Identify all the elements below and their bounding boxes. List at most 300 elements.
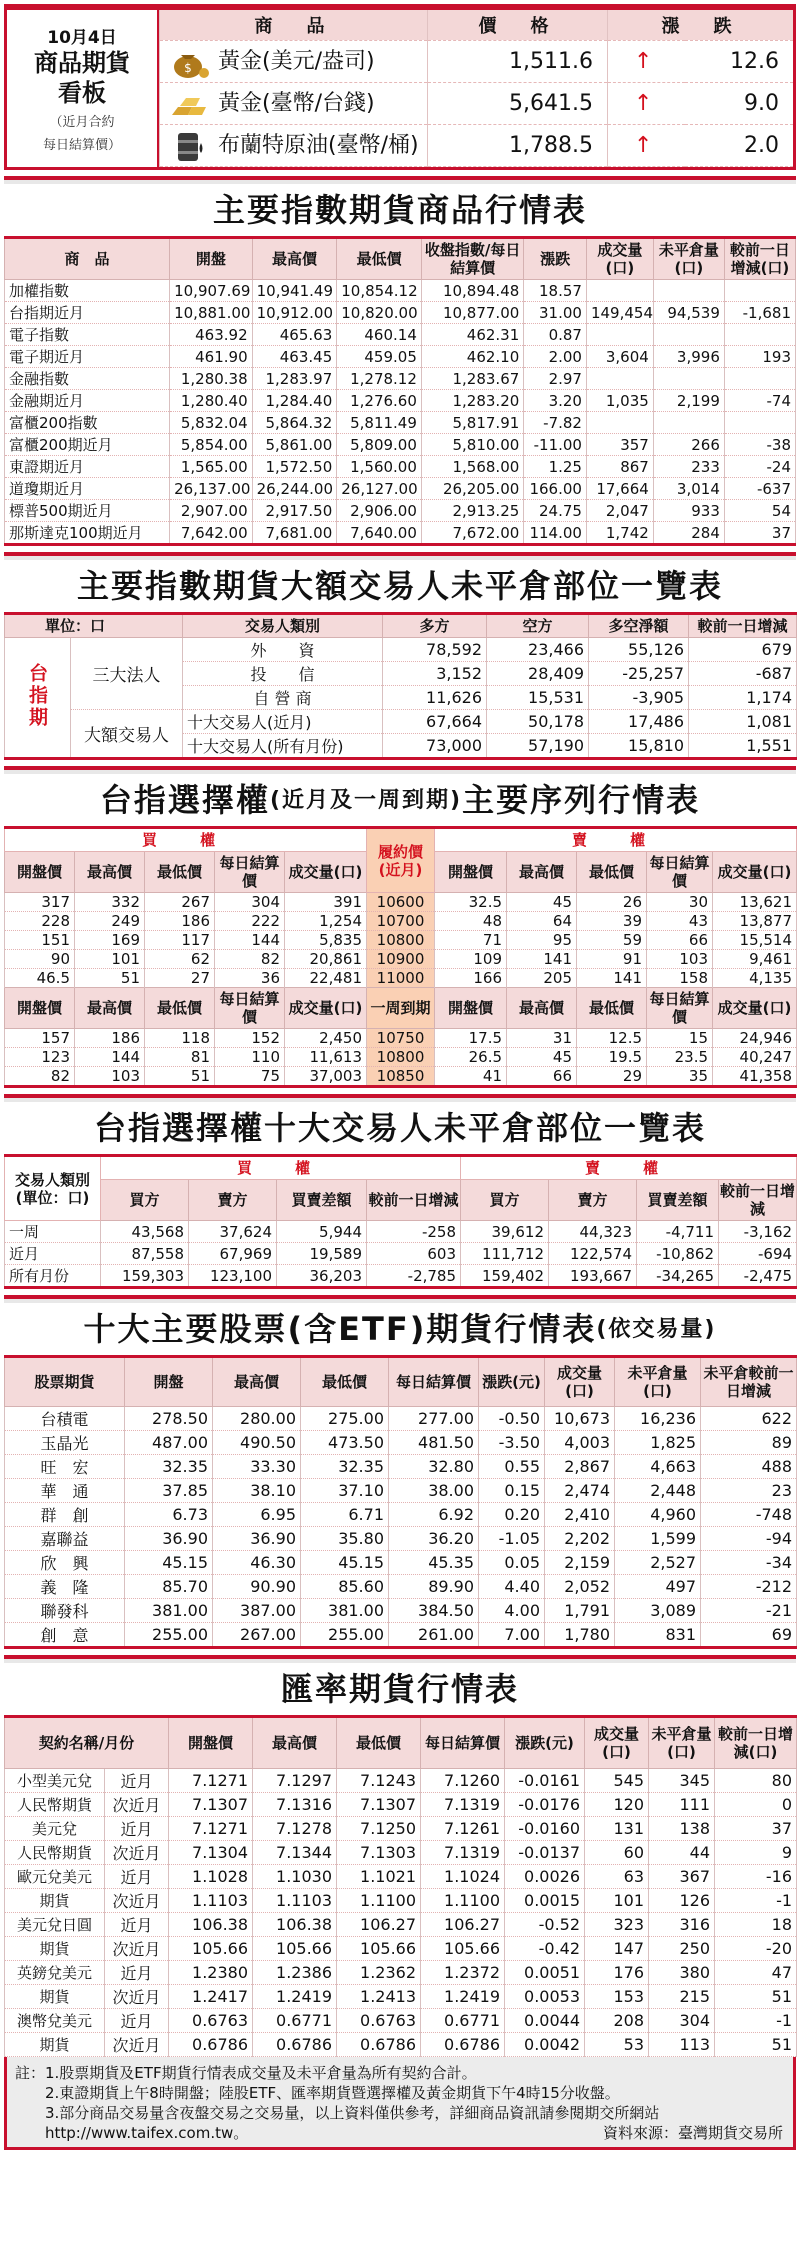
cell: 0.0051 [505,1961,585,1985]
cell: 2,052 [545,1575,615,1599]
cell: 1.2417 [169,1985,253,2009]
call-label: 買 權 [101,1156,461,1180]
cell: -3,162 [719,1221,797,1243]
cell: 87,558 [101,1243,189,1265]
cell: 13,877 [713,912,797,931]
contract-name: 小型美元兌 [5,1769,105,1793]
cell: 7.1278 [253,1817,337,1841]
board-title-line2: 看板 [58,79,106,107]
cell: 186 [75,1029,145,1048]
options-body-near [5,893,797,988]
cell: 111 [649,1793,715,1817]
cell: 7.1271 [169,1769,253,1793]
table-row [5,390,796,412]
cell: 26.5 [435,1048,507,1067]
cell: 4,663 [615,1455,701,1479]
cell: -21 [701,1599,797,1623]
cell: 101 [75,950,145,969]
cell: 10,907.69 [170,280,253,302]
cell: 5,810.00 [421,434,523,456]
cell: 118 [145,1029,215,1048]
cell: 36 [215,969,285,988]
row-label: 近月 [5,1243,101,1265]
cell: 123 [5,1048,75,1067]
col-header: 最低價 [301,1357,389,1407]
cell: 7.1261 [421,1817,505,1841]
cell: 23.5 [647,1048,713,1067]
col-header: 多方 [383,614,487,638]
col-header: 成交量(口) [713,852,797,893]
cell: 26,244.00 [252,478,337,500]
contract-month: 次近月 [105,2033,169,2057]
board-price: 1,511.6 [428,40,608,82]
cell: 7.1304 [169,1841,253,1865]
cell: 37.85 [125,1479,213,1503]
cell: 2,450 [285,1029,367,1048]
table-row [5,324,796,346]
row-label: 一周 [5,1221,101,1243]
cell: 10900 [367,950,435,969]
col-header: 最低價 [337,238,422,280]
cell: 1,254 [285,912,367,931]
table-row [5,1067,797,1087]
group-label: 三大法人 [71,638,183,710]
table-row [5,412,796,434]
section-title-text: 主要序列行情表 [462,781,701,819]
cell: 151 [5,931,75,950]
col-header: 最低價 [577,988,647,1029]
cell: 357 [586,434,653,456]
up-arrow-icon: ↑ [608,82,685,124]
cell: 48 [435,912,507,931]
cell: 1.25 [524,456,587,478]
cell: 10600 [367,893,435,912]
table-row [5,522,796,545]
cell: 36.20 [389,1527,479,1551]
cell: 105.66 [253,1937,337,1961]
cell: 193 [724,346,795,368]
up-arrow-icon: ↑ [608,124,685,166]
cell: 45 [507,893,577,912]
cell: 2,906.00 [337,500,422,522]
cell: 2,199 [653,390,724,412]
cell: 0.0026 [505,1865,585,1889]
cell: 0.15 [479,1479,545,1503]
table-row [5,931,797,950]
cell: 11,626 [383,686,487,710]
table-row [5,478,796,500]
cell: 622 [701,1407,797,1431]
cell: -11.00 [524,434,587,456]
cell: 15 [647,1029,713,1048]
cell: 7.1307 [169,1793,253,1817]
cell: 193,667 [549,1265,637,1288]
contract-month: 近月 [105,1769,169,1793]
money-bag-icon [168,45,212,79]
col-header: 多空淨額 [589,614,689,638]
cell: 0.87 [524,324,587,346]
cell: 7.1243 [337,1769,421,1793]
cell: 45 [507,1048,577,1067]
gold-bars-icon [168,87,212,121]
col-header: 漲跌(元) [479,1357,545,1407]
cell: 82 [215,950,285,969]
cell: 46.5 [5,969,75,988]
col-header: 開盤價 [169,1717,253,1769]
cell: 43 [647,912,713,931]
cell: 490.50 [213,1431,301,1455]
col-header: 成交量(口) [585,1717,649,1769]
cell: 7.1344 [253,1841,337,1865]
section-title-small: (依交易量) [596,1316,717,1342]
cell: 0.0053 [505,1985,585,2009]
cell: 603 [367,1243,461,1265]
cell: 266 [653,434,724,456]
cell: 275.00 [301,1407,389,1431]
board-row [160,124,794,166]
unit-label: 單位：口 [5,614,183,638]
cell: -74 [724,390,795,412]
cell: 7.1303 [337,1841,421,1865]
table-row [5,969,797,988]
cell: -212 [701,1575,797,1599]
col-header: 成交量(口) [586,238,653,280]
row-label: 道瓊期近月 [5,478,170,500]
trader-type: 十大交易人(近月) [183,710,383,734]
cell: 205 [507,969,577,988]
table-row [5,500,796,522]
cell: 1.1021 [337,1865,421,1889]
note-line: http://www.taifex.com.tw。 [15,2124,249,2142]
cell: 20,861 [285,950,367,969]
cell: 144 [215,931,285,950]
cell [724,280,795,302]
cell: 387.00 [213,1599,301,1623]
cell: 1,742 [586,522,653,545]
cell: 1,284.40 [252,390,337,412]
cell: 381.00 [301,1599,389,1623]
cell: -94 [701,1527,797,1551]
options-body-weekly [5,1029,797,1087]
col-header: 交易人類別 [183,614,383,638]
cell: 126 [649,1889,715,1913]
cell: 1,081 [689,710,797,734]
col-header: 空方 [487,614,589,638]
cell: 22,481 [285,969,367,988]
cell: 462.10 [421,346,523,368]
cell: 105.66 [169,1937,253,1961]
cell: 1,035 [586,390,653,412]
cell: 0.05 [479,1551,545,1575]
col-header: 未平倉較前一日增減 [701,1357,797,1407]
col-header: 最高價 [75,988,145,1029]
cell: 249 [75,912,145,931]
cell: 51 [715,2033,797,2057]
table-row [5,912,797,931]
contract-month: 近月 [105,1865,169,1889]
cell: 1,780 [545,1623,615,1648]
cell: 105.66 [421,1937,505,1961]
board-price: 1,788.5 [428,124,608,166]
table-row [5,1865,797,1889]
cell: 545 [585,1769,649,1793]
cell: 7,681.00 [252,522,337,545]
cell: 35 [647,1067,713,1087]
cell: 138 [649,1817,715,1841]
col-header: 買賣差額 [277,1180,367,1221]
col-header: 較前一日增減 [689,614,797,638]
cell: 384.50 [389,1599,479,1623]
cell: 159,303 [101,1265,189,1288]
cell: 2,917.50 [252,500,337,522]
row-label: 欣 興 [5,1551,125,1575]
cell: 1.2362 [337,1961,421,1985]
cell: 5,835 [285,931,367,950]
cell: 2,527 [615,1551,701,1575]
cell: 7.1316 [253,1793,337,1817]
cell: 0.6786 [421,2033,505,2057]
cell: 0.6771 [421,2009,505,2033]
cell: 284 [653,522,724,545]
col-header: 開盤價 [5,852,75,893]
cell: 117 [145,931,215,950]
row-label: 玉晶光 [5,1431,125,1455]
cell: 233 [653,456,724,478]
cell: 1,791 [545,1599,615,1623]
cell: 323 [585,1913,649,1937]
cell: 10,854.12 [337,280,422,302]
cell: 7.1297 [253,1769,337,1793]
table-row [5,1841,797,1865]
row-label: 金融指數 [5,368,170,390]
cell: 26,127.00 [337,478,422,500]
cell: 10,673 [545,1407,615,1431]
cell: 1,551 [689,734,797,759]
contract-name: 期貨 [5,1889,105,1913]
cell: 40,247 [713,1048,797,1067]
cell: 10,941.49 [252,280,337,302]
cell: 1,599 [615,1527,701,1551]
cell: 381.00 [125,1599,213,1623]
cell: 6.71 [301,1503,389,1527]
cell: -1,681 [724,302,795,324]
cell: -34,265 [637,1265,719,1288]
cell: 261.00 [389,1623,479,1648]
cell: 0.0015 [505,1889,585,1913]
cell: 4,135 [713,969,797,988]
cell: 66 [647,931,713,950]
cell: -0.0161 [505,1769,585,1793]
cell: 7,640.00 [337,522,422,545]
cell: 277.00 [389,1407,479,1431]
large-traders-table [4,612,797,760]
cell: -258 [367,1221,461,1243]
cell: 32.35 [301,1455,389,1479]
col-header: 較前一日增減 [719,1180,797,1221]
cell: 27 [145,969,215,988]
cell: 85.60 [301,1575,389,1599]
cell: 89 [701,1431,797,1455]
cell: 1,283.97 [252,368,337,390]
cell: -1 [715,1889,797,1913]
cell: 2,913.25 [421,500,523,522]
cell [653,368,724,390]
row-label: 東證期近月 [5,456,170,478]
cell: 81 [145,1048,215,1067]
cell: 176 [585,1961,649,1985]
contract-name: 期貨 [5,2033,105,2057]
col-header: 未平倉量(口) [615,1357,701,1407]
table-row [5,1961,797,1985]
cell: 36.90 [125,1527,213,1551]
cell: 166 [435,969,507,988]
cell: 15,531 [487,686,589,710]
cell: 7.1271 [169,1817,253,1841]
option-traders-title [4,1094,796,1154]
cell: 1.1030 [253,1865,337,1889]
row-label: 標普500期近月 [5,500,170,522]
put-label: 賣 權 [435,828,797,852]
col-header: 股票期貨 [5,1357,125,1407]
cell: 1,174 [689,686,797,710]
cell: 1,825 [615,1431,701,1455]
cell: 0.0044 [505,2009,585,2033]
cell: -34 [701,1551,797,1575]
trader-type: 投 信 [183,662,383,686]
note-line: 註：1.股票期貨及ETF期貨行情表成交量及未平倉量為所有契約合計。 [15,2064,477,2082]
table-row [5,1889,797,1913]
table-row [5,1769,797,1793]
cell: 1,572.50 [252,456,337,478]
cell: 106.38 [169,1913,253,1937]
cell: 41,358 [713,1067,797,1087]
cell: 7,672.00 [421,522,523,545]
contract-month: 近月 [105,2009,169,2033]
board-change: 12.6 [685,40,793,82]
cell: 5,854.00 [170,434,253,456]
cell: 17,486 [589,710,689,734]
row-label: 嘉聯益 [5,1527,125,1551]
cell: 222 [215,912,285,931]
cell: 51 [715,1985,797,2009]
col-header: 較前一日增減(口) [724,238,795,280]
table-row [5,2033,797,2057]
cell: 7.1250 [337,1817,421,1841]
corner-line2: (單位：口) [15,1188,90,1207]
contract-month: 次近月 [105,1889,169,1913]
fx-futures-title [4,1655,796,1715]
cell: 51 [145,1067,215,1087]
cell: 147 [585,1937,649,1961]
board-change: 9.0 [685,82,793,124]
cell: 463.92 [170,324,253,346]
cell: -25,257 [589,662,689,686]
cell: 1.2419 [253,1985,337,2009]
cell: 32.5 [435,893,507,912]
col-header: 最低價 [577,852,647,893]
cell: 0 [715,1793,797,1817]
table-row [5,1623,797,1648]
table-row [5,1479,797,1503]
cell: 18.57 [524,280,587,302]
table-row [5,280,796,302]
cell: 103 [75,1067,145,1087]
note-line: 2.東證期貨上午8時開盤；陸股ETF、匯率期貨暨選擇權及黃金期貨下午4時15分收盤。 [15,2084,620,2102]
contract-name: 人民幣期貨 [5,1793,105,1817]
contract-name: 澳幣兌美元 [5,2009,105,2033]
cell: 0.6763 [169,2009,253,2033]
cell: 7,642.00 [170,522,253,545]
cell: 13,621 [713,893,797,912]
cell: 1.2380 [169,1961,253,1985]
cell: 6.95 [213,1503,301,1527]
oil-barrel-icon [168,129,212,163]
cell: 51 [75,969,145,988]
cell: 45.15 [125,1551,213,1575]
cell: -0.0176 [505,1793,585,1817]
cell: 9,461 [713,950,797,969]
cell: 10700 [367,912,435,931]
cell: 47 [715,1961,797,1985]
cell [724,368,795,390]
cell: 37.10 [301,1479,389,1503]
cell: 32.80 [389,1455,479,1479]
cell: 0.55 [479,1455,545,1479]
table-row [5,1048,797,1067]
cell: -24 [724,456,795,478]
cell: 7.1307 [337,1793,421,1817]
cell: 152 [215,1029,285,1048]
cell: 5,832.04 [170,412,253,434]
cell: 26,137.00 [170,478,253,500]
contract-month: 次近月 [105,1985,169,2009]
cell: 12.5 [577,1029,647,1048]
cell: 54 [724,500,795,522]
cell: 41 [435,1067,507,1087]
cell: 0.6786 [253,2033,337,2057]
cell: 0.6786 [337,2033,421,2057]
cell: 45.15 [301,1551,389,1575]
trader-type: 十大交易人(所有月份) [183,734,383,759]
cell: 1.1100 [337,1889,421,1913]
note-line: 3.部分商品交易量含夜盤交易之交易量，以上資料僅供參考，詳細商品資訊請參閱期交所網站 [15,2104,660,2122]
board-header-change: 漲 跌 [608,10,794,40]
cell: 30 [647,893,713,912]
cell: 0.20 [479,1503,545,1527]
option-traders-body [5,1221,797,1288]
cell: -694 [719,1243,797,1265]
cell: 10750 [367,1029,435,1048]
table-row [5,1937,797,1961]
cell: 481.50 [389,1431,479,1455]
table-row [5,1913,797,1937]
cell: 2,448 [615,1479,701,1503]
table-row [5,950,797,969]
group-label: 大額交易人 [71,710,183,759]
col-header: 每日結算價 [215,988,285,1029]
table-row [5,1817,797,1841]
cell: 4,003 [545,1431,615,1455]
cell: 101 [585,1889,649,1913]
board-row [160,82,794,124]
cell: -10,862 [637,1243,719,1265]
up-arrow-icon: ↑ [608,40,685,82]
cell: 933 [653,500,724,522]
cell: 149,454 [586,302,653,324]
cell: -1 [715,2009,797,2033]
stock-futures-table [4,1355,797,1649]
cell [586,412,653,434]
